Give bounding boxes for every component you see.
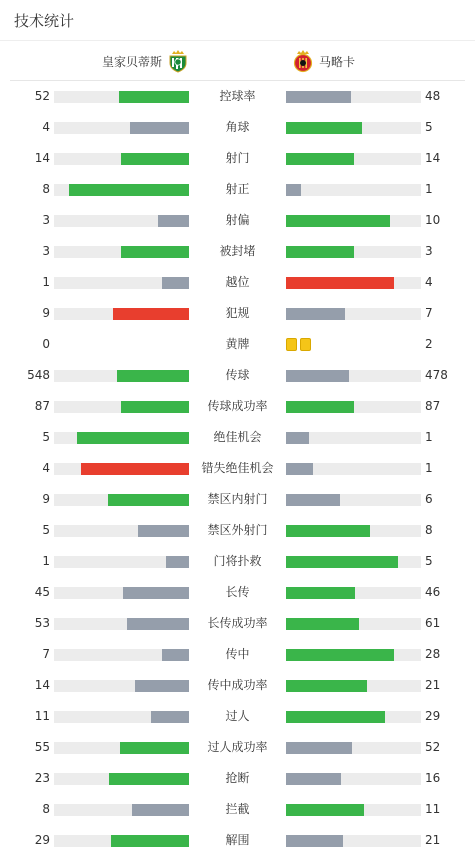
stat-label: 过人成功率 [207,740,268,754]
away-stat-bar-fill [286,432,309,444]
page-title: 技术统计 [14,11,75,30]
away-stat-bar [286,680,421,692]
home-stat-value: 5 [42,430,50,444]
away-stat-value: 6 [425,492,433,506]
home-stat-bar-fill [81,463,189,475]
home-stat-value: 87 [34,399,50,413]
home-stat-bar-fill [121,246,189,258]
away-stat-value: 5 [425,554,433,568]
away-stat-bar [286,308,421,320]
home-stat-value: 3 [42,213,50,227]
stat-label: 过人 [225,709,250,723]
home-stat-bar [54,246,189,258]
home-stat-value: 3 [42,244,50,258]
away-stat-value: 8 [425,523,433,537]
away-stat-bar [286,618,421,630]
home-stat-bar [54,680,189,692]
stat-label: 长传 [225,585,250,599]
stat-label: 长传成功率 [207,616,268,630]
home-stat-bar-fill [109,773,189,785]
away-stat-value: 46 [425,585,441,599]
away-stat-bar-fill [286,184,301,196]
stat-row [0,794,475,825]
home-stat-bar-fill [162,277,189,289]
home-stat-bar [54,711,189,723]
stat-label: 拦截 [225,802,250,816]
stat-label: 传球成功率 [207,399,268,413]
away-stat-bar [286,711,421,723]
stat-row [0,143,475,174]
home-stat-bar-fill [121,153,189,165]
stat-row [0,701,475,732]
stat-row [0,484,475,515]
away-stat-value: 2 [425,337,433,351]
home-stat-bar-fill [166,556,189,568]
away-team [292,41,355,81]
stat-label: 传中成功率 [207,678,268,692]
stat-label: 控球率 [219,89,256,103]
away-stat-value: 1 [425,430,433,444]
stats-list [0,81,475,856]
away-stat-bar [286,463,421,475]
stat-row [0,267,475,298]
stat-row [0,298,475,329]
stat-row [0,360,475,391]
away-stat-bar [286,184,421,196]
away-stat-bar-fill [286,370,349,382]
away-stat-bar-fill [286,401,354,413]
home-stat-bar [54,804,189,816]
away-stat-value: 1 [425,461,433,475]
home-stat-bar-fill [158,215,189,227]
home-stat-bar-fill [132,804,189,816]
home-stat-bar-fill [123,587,189,599]
away-stat-bar-fill [286,246,354,258]
stat-row [0,825,475,856]
away-stat-value: 7 [425,306,433,320]
stat-row [0,205,475,236]
away-stat-bar-fill [286,649,394,661]
home-stat-value: 9 [42,306,50,320]
stat-row [0,112,475,143]
home-stat-bar [54,122,189,134]
away-stat-value: 5 [425,120,433,134]
stat-label: 抢断 [225,771,250,785]
stat-row [0,81,475,112]
home-stat-bar-fill [69,184,189,196]
stat-label: 禁区内射门 [207,492,268,506]
away-stat-bar-fill [286,122,362,134]
stat-row [0,174,475,205]
home-stat-value: 4 [42,120,50,134]
home-stat-bar [54,525,189,537]
home-stat-bar-fill [120,742,189,754]
home-stat-bar-fill [117,370,189,382]
away-stat-bar-fill [286,587,355,599]
away-stat-bar [286,494,421,506]
stat-row [0,639,475,670]
home-stat-bar [54,494,189,506]
stat-label: 犯规 [225,306,250,320]
home-stat-value: 45 [34,585,50,599]
away-stat-bar-fill [286,91,351,103]
away-stat-bar-fill [286,494,340,506]
away-stat-value: 61 [425,616,441,630]
away-stat-bar-fill [286,277,394,289]
home-stat-bar [54,556,189,568]
home-stat-bar [54,308,189,320]
away-stat-bar-fill [286,804,364,816]
stat-row [0,763,475,794]
home-stat-bar [54,773,189,785]
away-stat-bar [286,556,421,568]
home-stat-bar [54,401,189,413]
home-stat-bar [54,835,189,847]
away-stat-bar [286,370,421,382]
stat-label: 错失绝佳机会 [201,461,274,475]
away-stat-bar-fill [286,525,370,537]
away-stat-value: 52 [425,740,441,754]
home-stat-value: 9 [42,492,50,506]
home-stat-bar [54,91,189,103]
away-stat-value: 4 [425,275,433,289]
home-stat-value: 1 [42,554,50,568]
home-stat-value: 53 [34,616,50,630]
away-stat-bar-fill [286,835,343,847]
stat-row [0,329,475,360]
away-stat-value: 28 [425,647,441,661]
away-stat-bar [286,277,421,289]
home-stat-bar [54,432,189,444]
stat-label: 传球 [225,368,250,382]
away-stat-value: 3 [425,244,433,258]
home-team-name: 皇家贝蒂斯 [102,54,163,69]
away-stat-value: 1 [425,182,433,196]
home-stat-value: 8 [42,182,50,196]
home-stat-value: 52 [34,89,50,103]
away-stat-bar [286,401,421,413]
stat-label: 解围 [225,833,250,847]
stat-label: 射正 [225,182,250,196]
away-stat-bar [286,432,421,444]
away-stat-bar-fill [286,308,345,320]
stat-label: 角球 [225,120,250,134]
home-stat-value: 29 [34,833,50,847]
away-stat-bar [286,122,421,134]
stat-row [0,515,475,546]
home-stat-bar-fill [151,711,189,723]
away-stat-bar [286,246,421,258]
real-betis-crest-icon [167,49,189,73]
home-stat-bar-fill [138,525,189,537]
home-stat-bar [54,618,189,630]
home-stat-value: 5 [42,523,50,537]
home-stat-bar-fill [77,432,189,444]
stat-label: 传中 [225,647,250,661]
away-stat-value: 10 [425,213,441,227]
stat-row [0,422,475,453]
home-team [102,41,189,81]
home-stat-value: 23 [34,771,50,785]
stat-label: 被封堵 [219,244,256,258]
away-stat-bar [286,742,421,754]
home-stat-value: 8 [42,802,50,816]
stat-row [0,391,475,422]
home-stat-value: 14 [34,151,50,165]
stat-row [0,577,475,608]
away-stat-bar-fill [286,153,354,165]
home-stat-value: 14 [34,678,50,692]
home-stat-bar [54,370,189,382]
yellow-card-icon [286,338,297,351]
away-stat-bar-fill [286,680,367,692]
away-stat-value: 478 [425,368,448,382]
home-stat-bar [54,184,189,196]
away-stat-value: 14 [425,151,441,165]
away-stat-bar [286,804,421,816]
home-stat-bar-fill [162,649,189,661]
stat-label: 禁区外射门 [207,523,268,537]
home-stat-bar [54,463,189,475]
home-stat-bar-fill [108,494,189,506]
away-stat-bar [286,835,421,847]
away-stat-bar [286,91,421,103]
stat-row [0,670,475,701]
home-stat-bar-fill [111,835,189,847]
stat-label: 门将扑救 [213,554,262,568]
away-stat-bar-fill [286,773,341,785]
away-stat-value: 48 [425,89,441,103]
away-stat-value: 29 [425,709,441,723]
home-stat-value: 4 [42,461,50,475]
stat-row [0,732,475,763]
home-stat-bar [54,742,189,754]
stat-label: 越位 [225,275,250,289]
home-stat-value: 11 [34,709,50,723]
home-stat-bar [54,153,189,165]
away-stat-bar-fill [286,556,398,568]
stat-label: 绝佳机会 [213,430,262,444]
mallorca-crest-icon [292,49,314,73]
stat-label: 射门 [225,151,250,165]
teams-header [10,41,465,81]
away-stat-value: 16 [425,771,441,785]
home-stat-bar-fill [121,401,189,413]
away-stat-bar-fill [286,463,313,475]
away-stat-bar-fill [286,742,352,754]
home-stat-bar-fill [130,122,189,134]
away-stat-value: 21 [425,833,441,847]
home-stat-value: 548 [27,368,50,382]
away-stat-bar [286,153,421,165]
home-stat-bar-fill [127,618,189,630]
home-stat-bar [54,649,189,661]
home-stat-value: 1 [42,275,50,289]
away-stat-bar-fill [286,215,390,227]
stat-label: 射偏 [225,213,250,227]
home-stat-bar [54,587,189,599]
away-stat-bar [286,215,421,227]
away-stat-bar [286,773,421,785]
header [0,0,475,41]
home-stat-value: 55 [34,740,50,754]
away-stat-value: 87 [425,399,441,413]
stat-label: 黄牌 [225,337,250,351]
away-stat-bar-fill [286,618,359,630]
away-stat-bar [286,649,421,661]
away-stat-bar [286,587,421,599]
away-stat-value: 11 [425,802,441,816]
home-stat-value: 7 [42,647,50,661]
away-team-name: 马略卡 [319,54,356,69]
home-stat-bar-fill [119,91,189,103]
home-stat-bar [54,277,189,289]
home-stat-bar-fill [113,308,189,320]
yellow-card-icon [300,338,311,351]
home-stat-bar [54,215,189,227]
stat-row [0,453,475,484]
stat-row [0,546,475,577]
home-stat-value: 0 [42,337,50,351]
home-stat-bar-fill [135,680,189,692]
stat-row [0,236,475,267]
stat-row [0,608,475,639]
away-yellow-cards [286,338,311,352]
away-stat-bar-fill [286,711,385,723]
away-stat-value: 21 [425,678,441,692]
away-stat-bar [286,525,421,537]
